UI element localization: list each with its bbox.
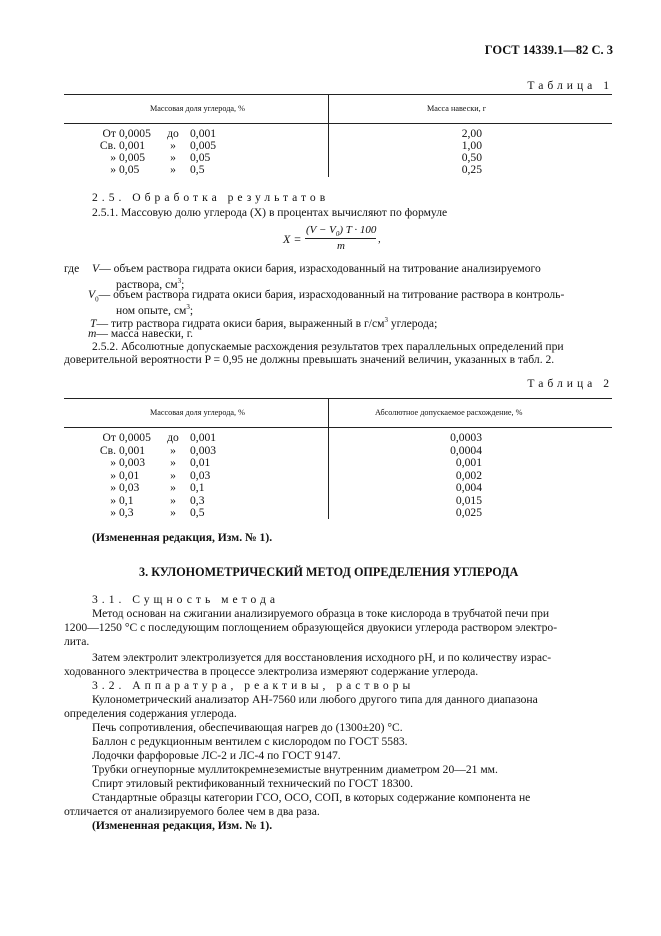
table1-caption: Таблица 1 [527,79,613,92]
table-cell: Св. [99,139,116,152]
table-cell: 0,0004 [450,443,482,457]
table-cell: 0,01 [190,456,211,469]
s31-line5: ходованного электричества в процессе электролиза измеряют содержание углерода. [64,665,479,678]
table-cell: » [170,506,176,519]
table-cell: » [110,506,116,519]
table-cell: 0,0005 [119,431,151,444]
table2-col1-header: Массовая доля углерода, % [150,408,245,417]
table1-col1-header: Массовая доля углерода, % [150,104,245,113]
where-label: где [64,262,80,275]
s32-line5: Лодочки фарфоровые ЛС-2 и ЛС-4 по ГОСТ 9147. [92,749,341,762]
table-cell: Св. [99,443,116,457]
table-cell: 0,004 [455,481,482,494]
table-cell: » [110,493,116,507]
table-cell: 0,0003 [450,431,482,444]
section-2-5-1-line: 2.5.1. Массовую долю углерода (X) в процентах вычисляют по формуле [92,206,448,219]
var-v0: $V_0—$ объем раствора гидрата окиси бария, израсходованный на титрование раствора в контроль- [88,288,565,304]
table-cell: 0,1 [119,493,134,507]
table-cell: » [170,139,176,152]
table-cell: 0,005 [119,151,146,164]
table-cell: до [167,127,179,140]
table-cell: » [170,481,176,494]
table-cell: 0,5 [190,506,205,519]
table-cell: » [170,151,176,164]
s32-line9: отличается от анализируемого более чем в два раза. [64,805,320,818]
s31-line3: лита. [64,635,90,648]
var-v-line2: раствора, $см^3$; [116,277,185,291]
formula-tail: , [378,233,381,245]
table-cell: 0,03 [119,481,140,494]
table-cell: » [110,468,116,482]
table-cell: 0,5 [190,163,205,176]
s31-line1: Метод основан на сжигании анализируемого образца в токе кислорода в трубчатой печи при [92,607,550,620]
var-m: m— масса навески, г. [88,327,194,340]
s32-line8: Стандартные образцы категории ГСО, ОСО, СОП, в которых содержание компонента не [92,791,531,804]
table-cell: 0,015 [455,493,482,507]
s32-line6: Трубки огнеупорные муллитокремнеземистые внутренним диаметром 20—21 мм. [92,763,498,776]
table-cell: » [170,456,176,469]
table-cell: » [170,443,176,457]
table-cell: 0,002 [455,468,482,482]
table-cell: 0,003 [119,456,146,469]
table-cell: » [110,163,116,176]
table-cell: » [110,456,116,469]
formula-denominator: m [337,240,345,252]
table2-caption: Таблица 2 [527,377,613,390]
table-cell: 2,00 [461,127,482,140]
table-cell: » [170,163,176,176]
section-2-5-1-text [92,205,447,220]
table-cell: 0,05 [119,163,140,176]
edit-note-1: (Измененная редакция, Изм. № 1). [92,531,273,544]
table-cell: От [102,431,116,444]
table-cell: » [110,481,116,494]
table-cell: » [170,493,176,507]
s32-line7: Спирт этиловый ректификованный технический по ГОСТ 18300. [92,777,414,790]
var-v: V— объем раствора гидрата окиси бария, израсходованный на титрование анализируемого [92,262,541,275]
table-cell: От [102,127,116,140]
table-cell: 0,001 [190,127,217,140]
formula-lhs: X = [283,232,302,246]
section-3-1-title: 3.1. Сущность метода [92,593,280,606]
section-2-5-2-line1: 2.5.2. Абсолютные допускаемые расхождения результатов трех параллельных определений при [92,340,564,353]
section-3-2-title: 3.2. Аппаратура, реактивы, растворы [92,679,415,692]
table-cell: 0,05 [190,151,211,164]
var-t: T— титр раствора гидрата окиси бария, выраженный в $г/см^3$ углерода; [90,316,438,330]
table-cell: 0,025 [455,506,482,519]
table-cell: 0,0005 [119,127,151,140]
page-reference: ГОСТ 14339.1—82 С. 3 [484,43,613,57]
table-cell: до [167,431,179,444]
table-cell: » [170,468,176,482]
fraction-bar [305,238,376,239]
table2-col2-header: Абсолютное допускаемое расхождение, % [375,408,523,417]
table-cell: 0,001 [455,456,482,469]
table-cell: 0,01 [119,468,140,482]
table-cell: 0,005 [190,139,217,152]
section-3-title: 3. КУЛОНОМЕТРИЧЕСКИЙ МЕТОД ОПРЕДЕЛЕНИЯ УГЛЕРОДА [139,565,519,579]
s32-line4: Баллон с редукционным вентилем с кислородом по ГОСТ 5583. [92,735,408,748]
table-cell: 0,003 [190,443,217,457]
s32-line2: определения содержания углерода. [64,707,237,720]
section-2-5-title: 2.5. Обработка результатов [92,191,330,204]
table-cell: » [110,151,116,164]
table-cell: 0,50 [461,151,482,164]
table-cell: 1,00 [461,139,482,152]
s32-line3: Печь сопротивления, обеспечивающая нагрев до (1300±20) °С. [92,721,403,734]
s31-line2: 1200—1250 °С с последующим поглощением образующейся двуокиси углерода раствором электро- [64,621,558,634]
edit-note-2: (Измененная редакция, Изм. № 1). [92,819,273,832]
table-cell: 0,3 [119,506,134,519]
formula-numerator: $(V - V_0)$ T · 100 [306,224,377,239]
section-2-5-2-line2: доверительной вероятности P = 0,95 не должны превышать значений величин, указанных в табл. 2. [64,353,555,366]
table-cell: 0,25 [461,163,482,176]
table-cell: 0,1 [190,481,205,494]
table1-col2-header: Масса навески, г [427,104,487,113]
s32-line1: Кулонометрический анализатор АН-7560 или любого другого типа для данного диапазона [92,693,538,706]
var-v0-line2: ном опыте, $см^3$; [116,303,194,317]
s31-line4: Затем электролит электролизуется для восстановления исходного pH, и по количеству израс- [92,651,552,664]
table-cell: 0,3 [190,493,205,507]
table-cell: 0,03 [190,468,211,482]
table-cell: 0,001 [190,431,217,444]
table-cell: 0,001 [119,443,146,457]
table-cell: 0,001 [119,139,146,152]
